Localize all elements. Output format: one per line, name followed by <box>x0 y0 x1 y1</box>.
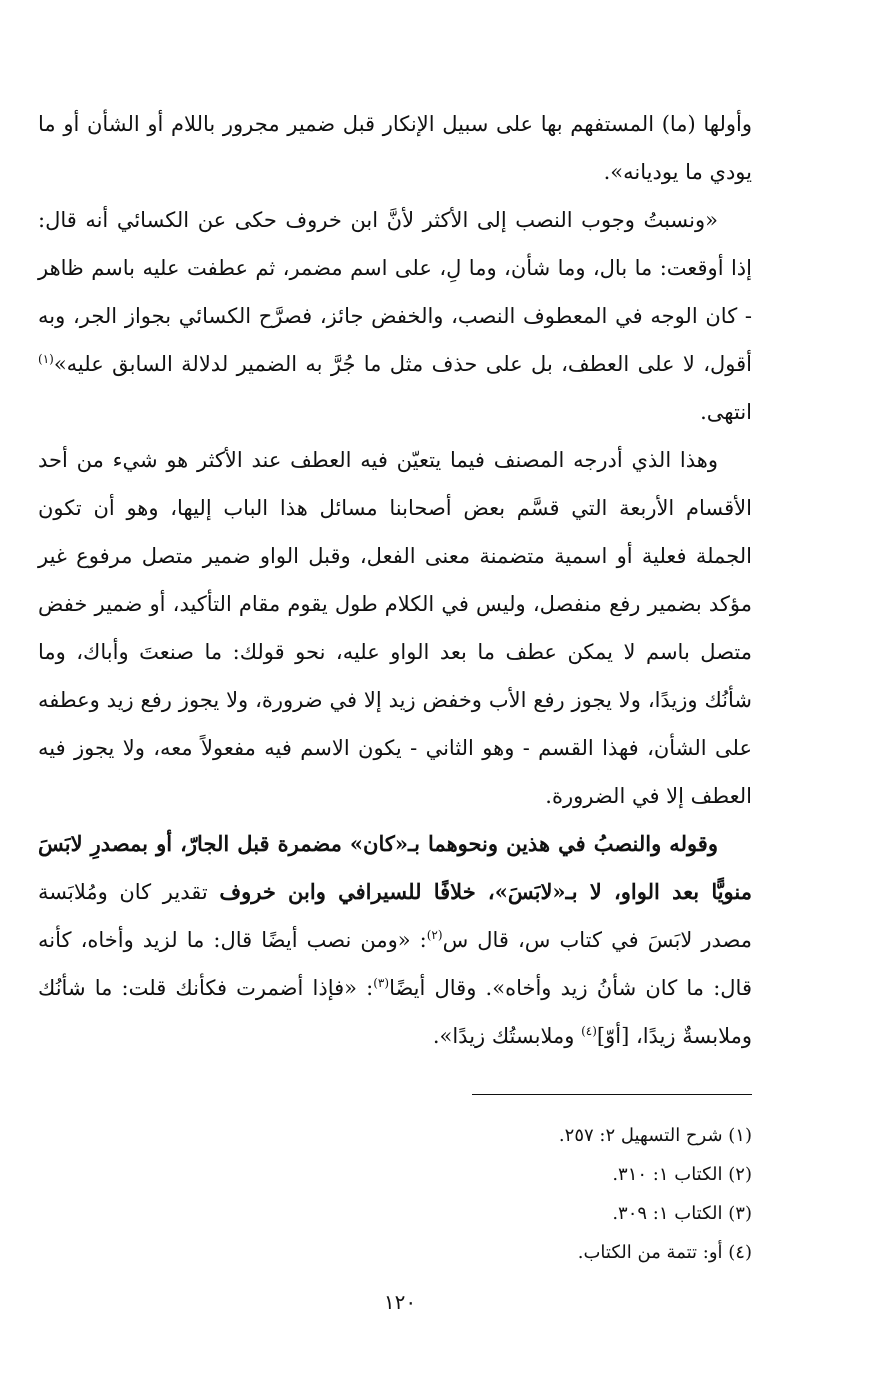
paragraph-3 <box>38 436 752 820</box>
text-segment: «ونسبتُ وجوب النصب إلى الأكثر لأنَّ ابن خروف حكى عن الكسائي أنه قال: إذا أوقعت: ما بال، وما شأن، وما لِ، على اسم مضمر، ثم عطفت عليه باسم ظاهر - كان الوجه في المعطوف النصب، والخفض جائز، فصرَّح الكسائي بجواز الجر، وبه أقول، لا على العطف، بل على حذف مثل ما جُرَّ به الضمير لدلالة السابق عليه» <box>38 208 752 376</box>
footnote-reference: (٤) <box>581 1024 597 1038</box>
footnote-divider <box>472 1094 752 1095</box>
paragraph-4 <box>38 820 752 1060</box>
footnotes <box>352 1116 752 1272</box>
paragraph-1 <box>38 100 752 196</box>
main-text <box>38 100 752 1060</box>
text-segment: وأولها (ما) المستفهم بها على سبيل الإنكار قبل ضمير مجرور باللام أو الشأن أو ما يودي ما يوديانه». <box>38 112 752 184</box>
text-segment: تقدير كان ومُلابَسة مصدر لابَسَ في كتاب س، قال س <box>38 880 752 952</box>
bold-text-segment: وقوله والنصبُ في هذين ونحوهما بـ«كان» مضمرة قبل الجارّ، أو بمصدرِ لابَسَ منويًّا بعد الواو، لا بـ«لابَسَ»، خلافًا للسيرافي وابن خروف <box>38 831 752 904</box>
paragraph-2 <box>38 196 752 436</box>
footnote-1: (١) شرح التسهيل ٢: ٢٥٧. <box>558 1125 752 1146</box>
text-segment: وملابستُك زيدًا». <box>432 1024 582 1048</box>
text-segment: انتهى. <box>700 400 752 424</box>
footnote-3: (٣) الكتاب ١: ٣٠٩. <box>612 1203 752 1224</box>
text-segment: وهذا الذي أدرجه المصنف فيما يتعيّن فيه العطف عند الأكثر هو شيء من أحد الأقسام الأربعة التي قسَّم بعض أصحابنا مسائل هذا الباب إليها، وهو أن تكون الجملة فعلية أو اسمية متضمنة معنى الفعل، وقبل الواو ضمير متصل مرفوع غير مؤكد بضمير رفع منفصل، وليس في الكلام طول يقوم مقام التأكيد، أو ضمير خفض متصل باسم لا يمكن عطف ما بعد الواو عليه، نحو قولك: ما صنعتَ وأباك، وما شأنُك وزيدًا، ولا يجوز رفع الأب وخفض زيد إلا في ضرورة، ولا يجوز رفع زيد وعطفه على الشأن، فهذا القسم - وهو الثاني - يكون الاسم فيه مفعولاً معه، ولا يجوز فيه العطف إلا في الضرورة. <box>38 448 752 808</box>
page-number: ١٢٠ <box>383 1290 417 1314</box>
footnote-reference: (٢) <box>426 928 443 942</box>
footnote-reference: (٣) <box>373 976 390 990</box>
footnote-reference: (١) <box>38 352 54 366</box>
footnote-4: (٤) أو: تتمة من الكتاب. <box>577 1242 752 1263</box>
footnote-2: (٢) الكتاب ١: ٣١٠. <box>612 1164 752 1185</box>
text-segment: : «ومن نصب أيضًا قال: ما لزيد وأخاه، كأنه قال: ما كان شأنُ زيد وأخاه». وقال أيضًا <box>38 928 752 1000</box>
text-segment: : «فإذا أضمرت فكأنك قلت: ما شأنُك وملابسةٌ زيدًا، [أوّ] <box>38 976 752 1048</box>
